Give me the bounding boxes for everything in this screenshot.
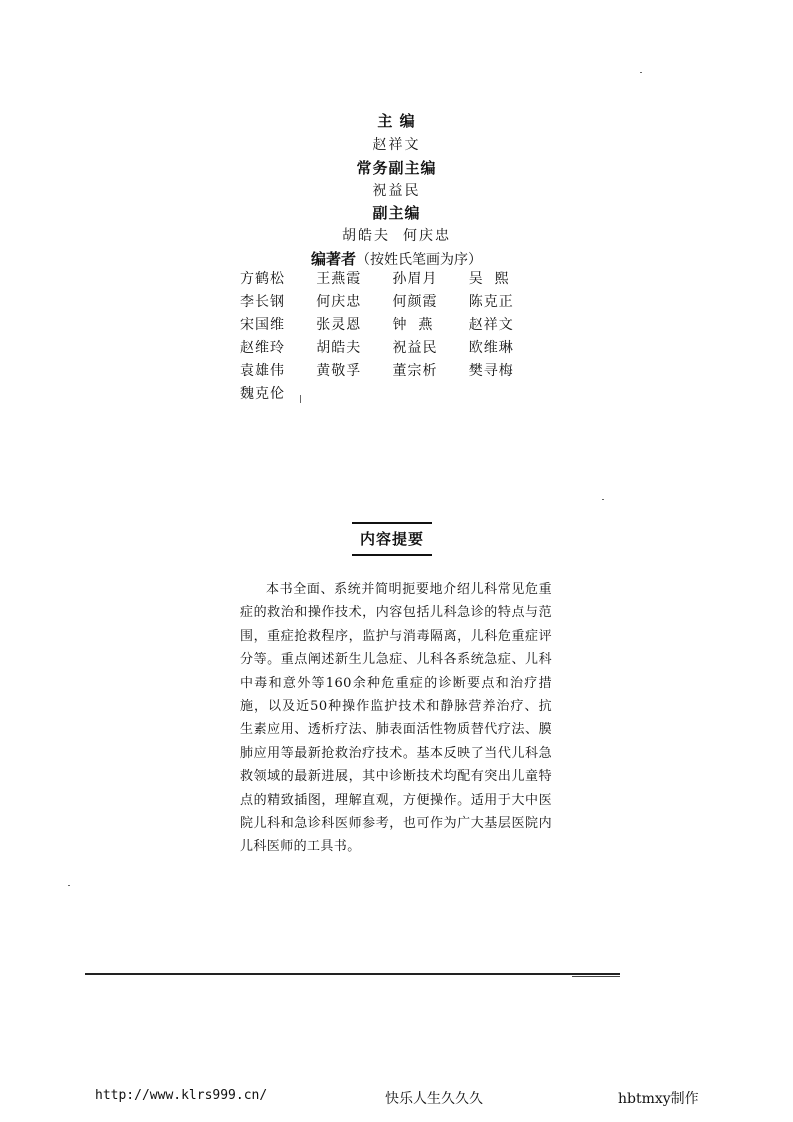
- footer-url: http://www.klrs999.cn/: [95, 1088, 268, 1103]
- summary-body: 本书全面、系统并简明扼要地介绍儿科常见危重症的救治和操作技术，内容包括儿科急诊的特点与范围，重症抢救程序，监护与消毒隔离，儿科危重症评分等。重点阐述新生儿急症、儿科各系统急症、儿科中毒和意外等160余种危重症的诊断要点和治疗措施，以及近50种操作监护技术和静脉营养治疗、抗生素应用、透析疗法、肺表面活性物质替代疗法、膜肺应用等最新抢救治疗技术。基本反映了当代儿科急救领域的最新进展，其中诊断技术均配有突出儿童特点的精致插图，理解直观，方便操作。适用于大中医院儿科和急诊科医师参考，也可作为广大基层医院内儿科医师的工具书。: [240, 582, 552, 855]
- scan-speck: [300, 395, 301, 403]
- author-name: 陈克正: [468, 294, 514, 310]
- chief-editor-label: 主 编: [377, 112, 416, 130]
- author-name: 王燕霞: [316, 271, 362, 287]
- chief-editor-name: 赵祥文: [372, 137, 421, 153]
- author-name: 祝益民: [392, 340, 438, 356]
- author-name: 张灵恩: [316, 317, 362, 333]
- authors-label: 编著者: [310, 250, 356, 268]
- author-name: 吴 熙: [468, 271, 510, 287]
- author-name: 袁雄伟: [240, 363, 285, 379]
- summary-title: 内容提要: [352, 522, 432, 556]
- bottom-rule-tail: [572, 976, 620, 977]
- deputy-editor-names: 胡皓夫 何庆忠: [342, 228, 451, 244]
- author-name: 钟 燕: [392, 317, 434, 333]
- author-name: 赵维玲: [240, 340, 285, 356]
- footer-credit: hbtmxy制作: [618, 1091, 699, 1107]
- author-name: 董宗析: [392, 363, 438, 379]
- author-name: 何庆忠: [316, 294, 362, 310]
- author-name: 何颜霞: [392, 294, 438, 310]
- executive-deputy-label: 常务副主编: [356, 159, 437, 177]
- authors-heading: [0, 248, 793, 269]
- scan-speck: [68, 885, 70, 886]
- author-name: 胡皓夫: [316, 340, 362, 356]
- deputy-editor-label: 副主编: [372, 204, 421, 222]
- author-name: 孙眉月: [392, 271, 438, 287]
- authors-list: [240, 272, 545, 401]
- author-name: 宋国维: [240, 317, 285, 333]
- footer-site-name: 快乐人生久久久: [385, 1091, 483, 1107]
- author-name: 魏克伦: [240, 386, 285, 402]
- executive-deputy-name: 祝益民: [372, 183, 421, 199]
- bottom-rule: [85, 973, 620, 975]
- author-name: 黄敬孚: [316, 363, 362, 379]
- scan-speck: [602, 499, 604, 500]
- scan-speck: [640, 72, 642, 73]
- author-name: 樊寻梅: [468, 363, 514, 379]
- author-name: 李长钢: [240, 294, 285, 310]
- author-name: 欧维琳: [468, 340, 514, 356]
- authors-note: （按姓氏笔画为序）: [356, 252, 482, 268]
- author-name: 方鹤松: [240, 271, 285, 287]
- author-name: 赵祥文: [468, 317, 514, 333]
